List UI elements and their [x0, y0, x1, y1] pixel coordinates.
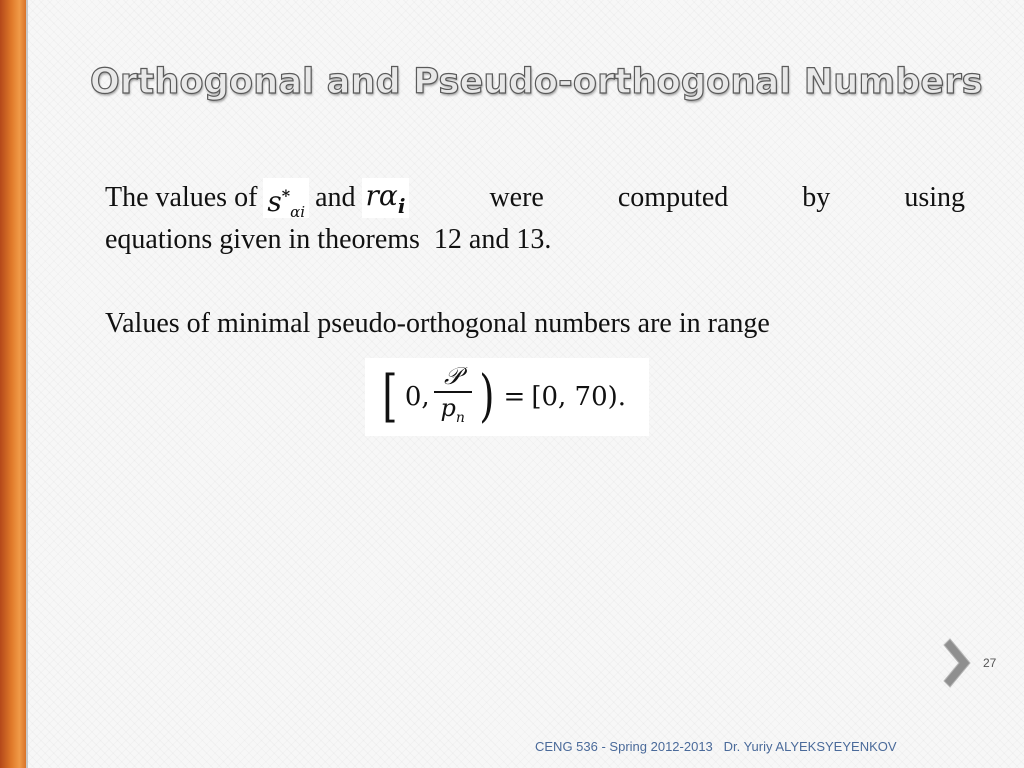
fraction-denominator — [440, 395, 464, 431]
slide-footer: CENG 536 - Spring 2012-2013 Dr. Yuriy ALYEKSYEYENKOV — [535, 739, 897, 754]
formula-fraction — [434, 363, 472, 430]
paragraph-line-1 — [105, 177, 965, 219]
range-formula — [365, 358, 649, 436]
text-prefix: The values of — [105, 182, 258, 213]
formula-equals: = — [503, 382, 526, 412]
formula-open-bracket: [ — [382, 364, 398, 429]
math2-sub: i — [397, 194, 406, 218]
denominator-sub: n — [455, 409, 465, 426]
math1-sub: αi — [290, 203, 306, 221]
word-using: using — [904, 182, 965, 213]
word-were: were — [489, 182, 544, 213]
chevron-right-icon[interactable] — [940, 633, 976, 693]
math1-sup: * — [281, 186, 291, 205]
word-computed: computed — [617, 182, 729, 213]
fraction-bar — [434, 391, 472, 393]
math2-base: rα — [365, 179, 398, 212]
left-accent-bar — [0, 0, 26, 768]
fraction-numerator: 𝒫 — [444, 362, 462, 391]
paragraph-computation — [105, 177, 965, 261]
paragraph-line-2: equations given in theorems 12 and 13. — [105, 224, 552, 255]
math-r-alpha-i — [362, 178, 410, 218]
page-number: 27 — [983, 656, 997, 670]
math-s-star-alpha-i — [263, 178, 309, 221]
denominator-base: p — [440, 393, 456, 422]
formula-zero: 0, — [404, 382, 430, 412]
paragraph-range: Values of minimal pseudo-orthogonal numbers are in range — [105, 308, 770, 339]
text-connector: and — [315, 182, 356, 213]
line1-lead — [105, 177, 415, 219]
math1-base: s — [267, 185, 282, 218]
slide-title: Orthogonal and Pseudo-orthogonal Numbers — [90, 62, 983, 102]
left-accent-bar-edge — [26, 0, 28, 768]
formula-result: [0, 70). — [531, 382, 627, 412]
word-by: by — [802, 182, 831, 213]
formula-close-paren: ) — [478, 364, 495, 429]
